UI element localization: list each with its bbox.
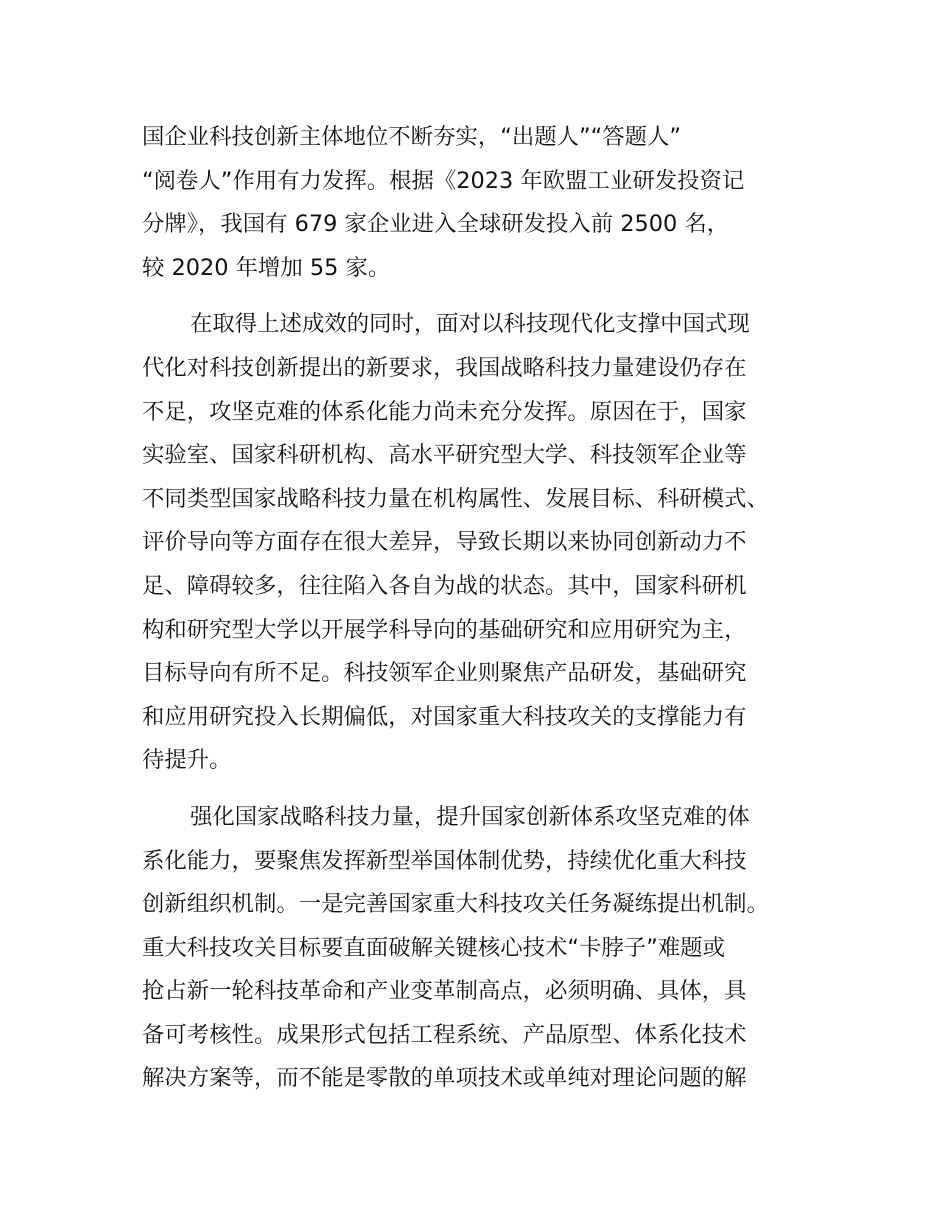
- paragraph-line: 不同类型国家战略科技力量在机构属性、发展目标、科研模式、: [142, 485, 769, 512]
- paragraph-line: 足、障碍较多，往往陷入各自为战的状态。其中，国家科研机: [142, 572, 747, 599]
- paragraph-line: 代化对科技创新提出的新要求，我国战略科技力量建设仍存在: [142, 354, 747, 381]
- paragraph-line: 抢占新一轮科技革命和产业变革制高点，必须明确、具体，具: [142, 978, 747, 1005]
- paragraph-line: 不足，攻坚克难的体系化能力尚未充分发挥。原因在于，国家: [142, 398, 747, 425]
- paragraph-line: 强化国家战略科技力量，提升国家创新体系攻坚克难的体: [190, 803, 750, 830]
- paragraph-line: 构和研究型大学以开展学科导向的基础研究和应用研究为主，: [142, 616, 747, 643]
- paragraph-3: [142, 796, 822, 1101]
- paragraph-line: 待提升。: [142, 747, 232, 774]
- paragraph-1: [142, 116, 822, 290]
- paragraph-line: 创新组织机制。一是完善国家重大科技攻关任务凝练提出机制。: [142, 891, 769, 918]
- paragraph-line: 较 2020 年增加 55 家。: [142, 254, 391, 281]
- paragraph-line: 评价导向等方面存在很大差异，导致长期以来协同创新动力不: [142, 529, 747, 556]
- paragraph-line: 重大科技攻关目标要直面破解关键核心技术“卡脖子”难题或: [142, 934, 725, 961]
- paragraph-line: 实验室、国家科研机构、高水平研究型大学、科技领军企业等: [142, 442, 747, 469]
- paragraph-line: 分牌》，我国有 679 家企业进入全球研发投入前 2500 名，: [142, 211, 730, 238]
- paragraph-line: 目标导向有所不足。科技领军企业则聚焦产品研发，基础研究: [142, 660, 747, 687]
- paragraph-line: 国企业科技创新主体地位不断夯实，“出题人”“答题人”: [142, 124, 681, 150]
- paragraph-line: 和应用研究投入长期偏低，对国家重大科技攻关的支撑能力有: [142, 703, 747, 730]
- document-body: [142, 116, 822, 1114]
- paragraph-line: 解决方案等，而不能是零散的单项技术或单纯对理论问题的解: [142, 1065, 747, 1092]
- paragraph-line: 备可考核性。成果形式包括工程系统、产品原型、体系化技术: [142, 1021, 747, 1048]
- paragraph-line: “阅卷人”作用有力发挥。根据《2023 年欧盟工业研发投资记: [142, 167, 745, 194]
- paragraph-line: 系化能力，要聚焦发挥新型举国体制优势，持续优化重大科技: [142, 847, 747, 874]
- paragraph-2: [142, 303, 822, 783]
- paragraph-line: 在取得上述成效的同时，面对以科技现代化支撑中国式现: [190, 311, 750, 338]
